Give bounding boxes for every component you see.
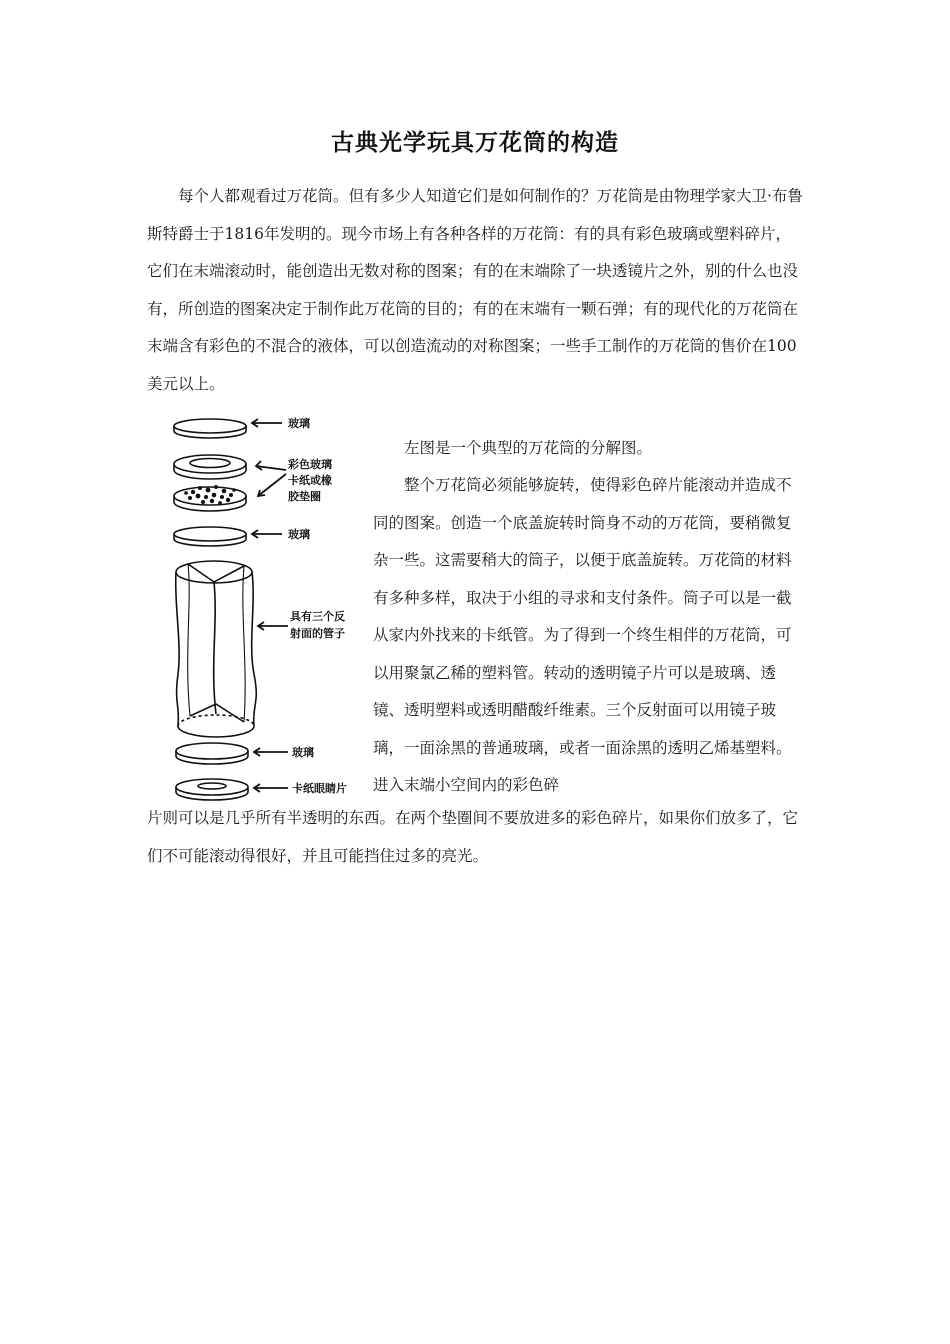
label-tube-line1: 具有三个反 xyxy=(290,610,345,623)
glass-disc-middle xyxy=(174,527,246,546)
figure-caption-paragraph: 左图是一个典型的万花筒的分解图。 xyxy=(404,439,653,457)
mirror-tube xyxy=(176,561,257,737)
glass-disc-top xyxy=(174,419,246,438)
kaleidoscope-exploded-diagram xyxy=(148,404,370,804)
label-colored-line1: 彩色玻璃 xyxy=(288,458,332,471)
label-glass-top: 玻璃 xyxy=(288,417,310,430)
page-title: 古典光学玩具万花筒的构造 xyxy=(331,129,619,156)
construction-paragraph-continued: 片则可以是几乎所有半透明的东西。在两个垫圈间不要放进多的彩色碎片，如果你们放多了，它们不可能滚动得很好，并且可能挡住过多的亮光。 xyxy=(147,809,799,865)
washer-ring xyxy=(174,455,246,479)
intro-paragraph: 每个人都观看过万花筒。但有多少人知道它们是如何制作的？万花筒是由物理学家大卫·布鲁斯特爵士于1816年发明的。现今市场上有各种各样的万花筒：有的具有彩色玻璃或塑料碎片，它们在末端滚动时，能创造出无数对称的图案；有的在末端除了一块透镜片之外，别的什么也没有，所创造的图案决定于制作此万花筒的目的；有的在末端有一颗石弹；有的现代化的万花筒在末端含有彩色的不混合的液体，可以创造流动的对称图案；一些手工制作的万花筒的售价在100美元以上。 xyxy=(147,187,803,393)
label-tube-line2: 射面的管子 xyxy=(290,627,345,640)
glass-disc-bottom xyxy=(176,743,248,764)
label-glass-bottom: 玻璃 xyxy=(292,746,314,759)
eyepiece-disc xyxy=(176,779,248,800)
label-colored-line2: 卡纸或橡 xyxy=(288,474,332,487)
label-glass-middle: 玻璃 xyxy=(288,528,310,541)
colored-fragments-washer xyxy=(174,485,246,511)
label-arrows xyxy=(252,419,288,792)
construction-paragraph: 整个万花筒必须能够旋转，使得彩色碎片能滚动并造成不同的图案。创造一个底盖旋转时筒身不动的万花筒，要稍微复杂一些。这需要稍大的筒子，以便于底盖旋转。万花筒的材料有多种多样，取决于小组的寻求和支付条件。筒子可以是一截从家内外找来的卡纸管。为了得到一个终生相伴的万花筒，可以用聚氯乙稀的塑料管。转动的透明镜子片可以是玻璃、透镜、透明塑料或透明醋酸纤维素。三个反射面可以用镜子玻璃，一面涂黑的普通玻璃，或者一面涂黑的透明乙烯基塑料。进入末端小空间内的彩色碎 xyxy=(373,476,792,794)
label-eyepiece: 卡纸眼睛片 xyxy=(292,782,347,795)
label-colored-line3: 胶垫圈 xyxy=(288,490,321,503)
